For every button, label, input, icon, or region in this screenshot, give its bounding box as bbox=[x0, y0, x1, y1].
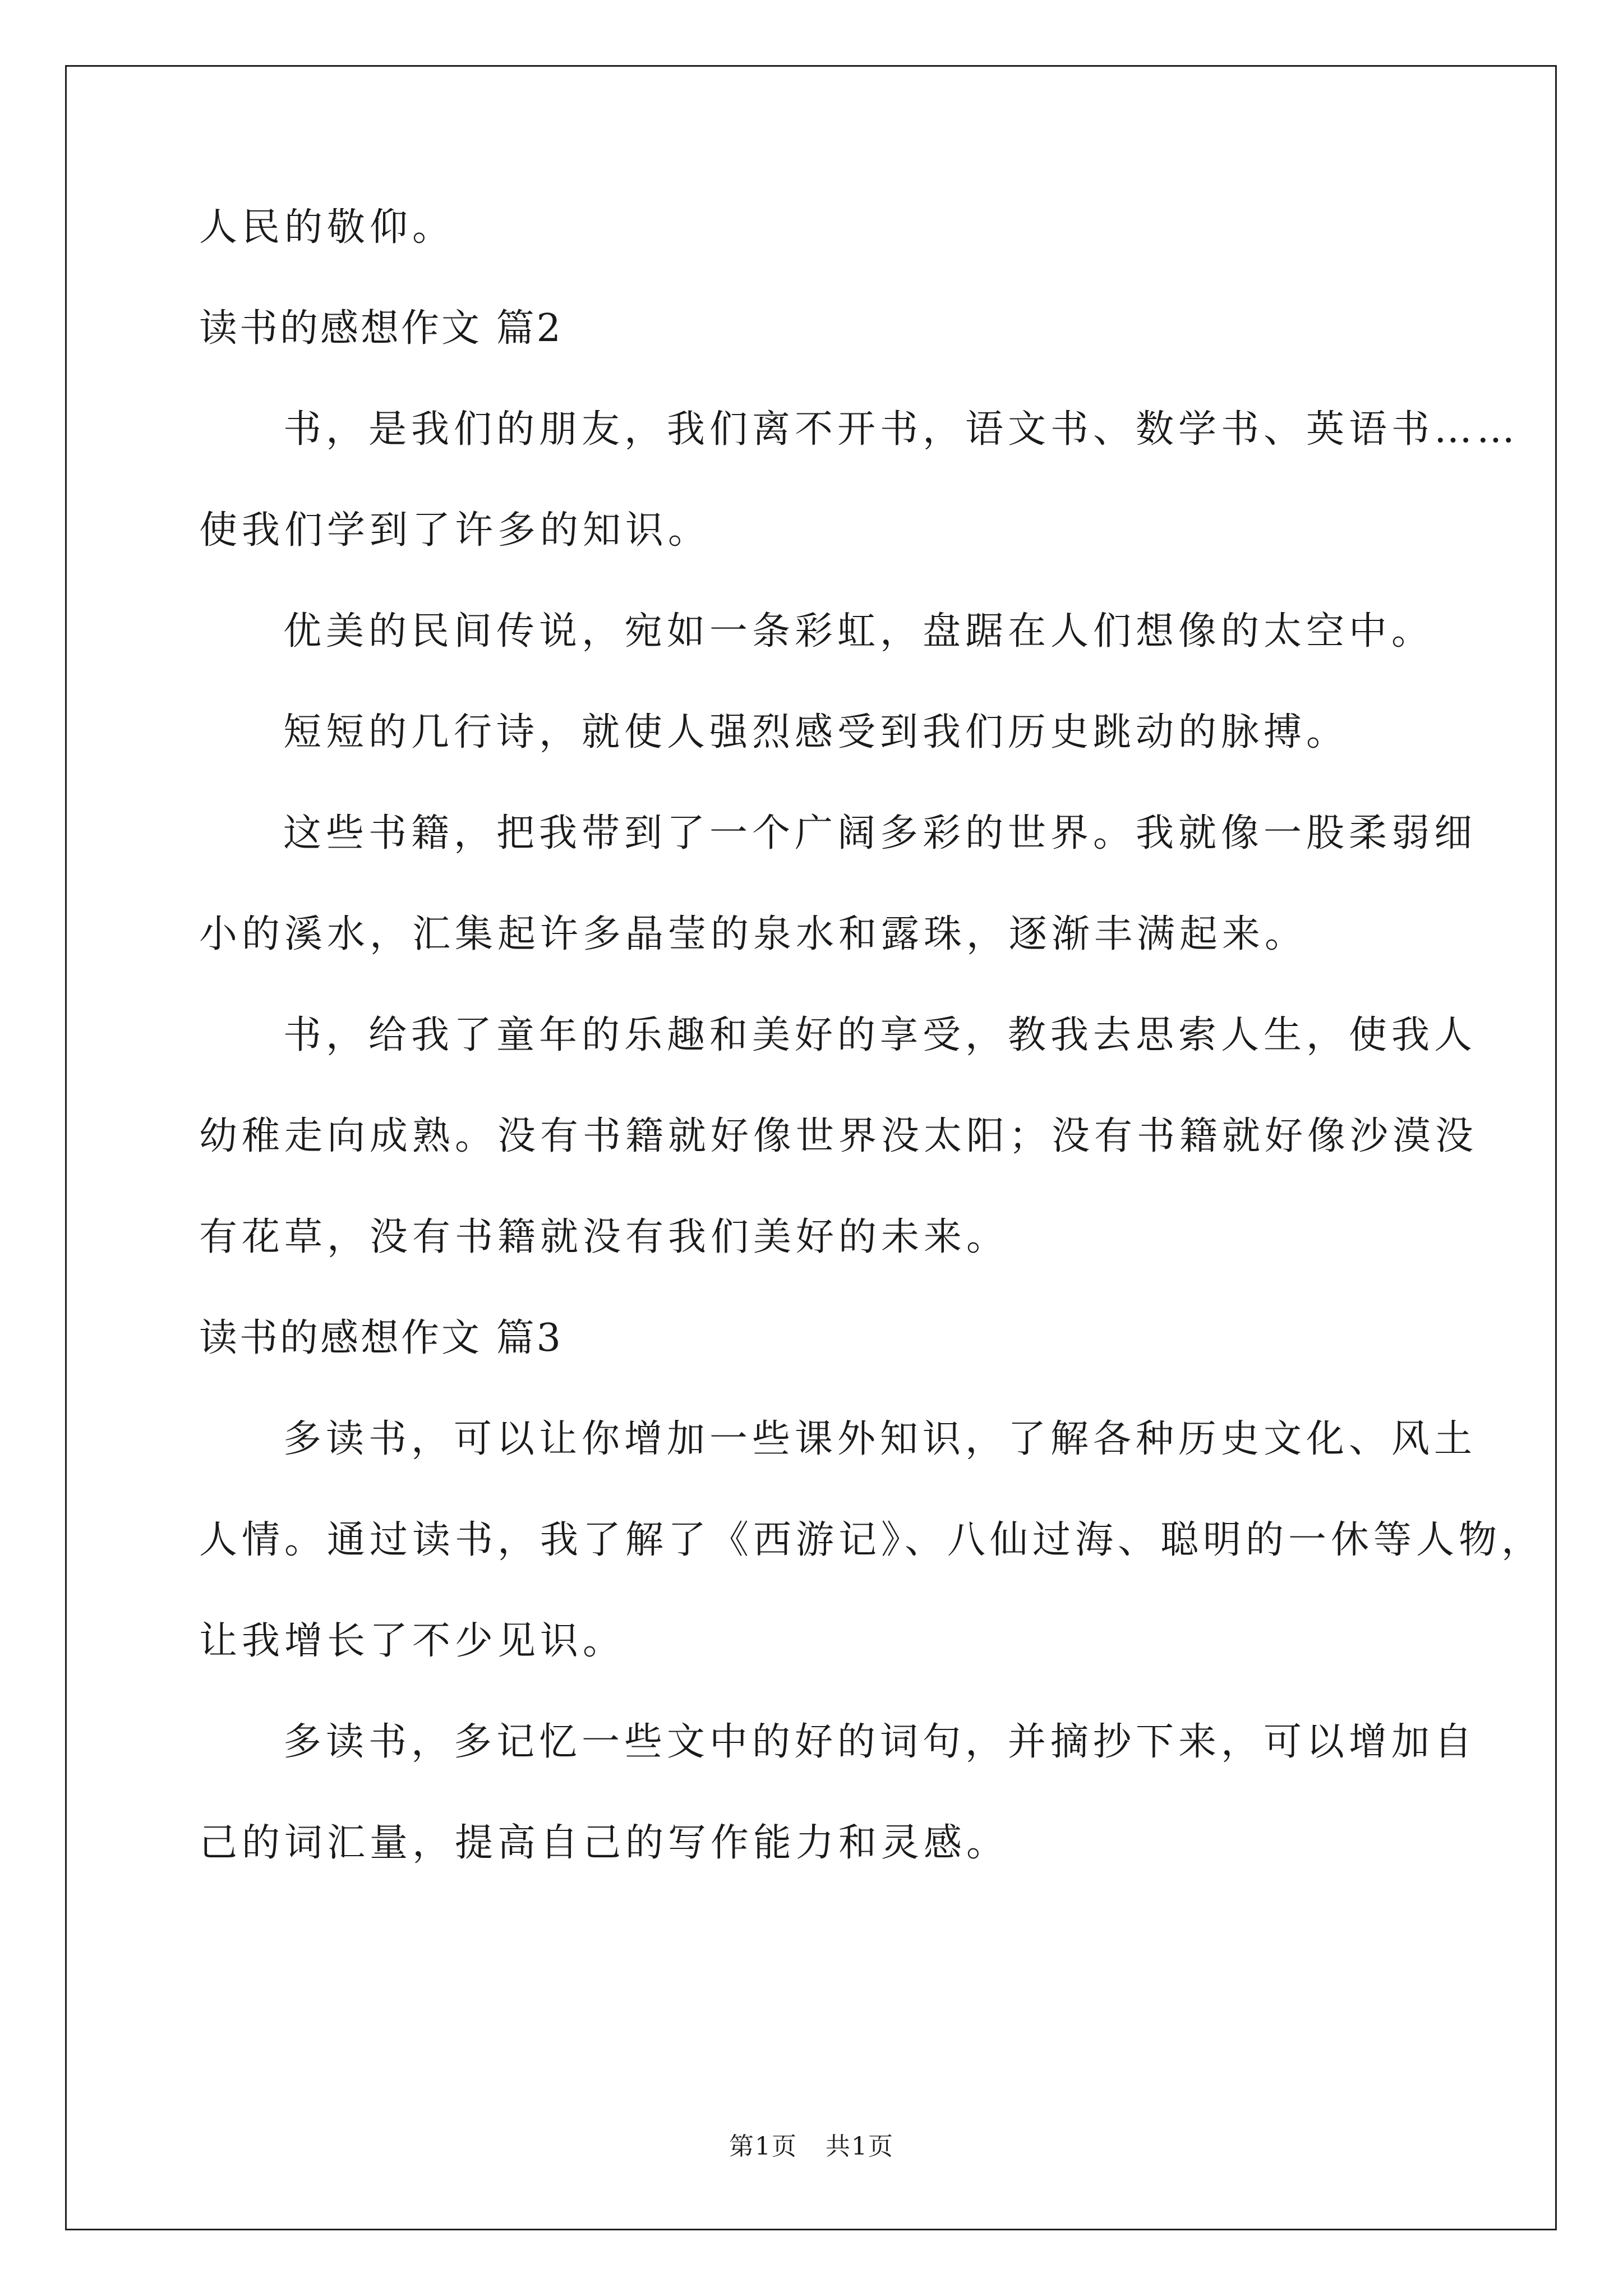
section-heading: 读书的感想作文 篇3 bbox=[199, 1316, 563, 1360]
page-footer bbox=[0, 2126, 1623, 2162]
paragraph-line: 多读书，可以让你增加一些课外知识，了解各种历史文化、风土 bbox=[283, 1417, 1477, 1461]
paragraph-line: 多读书，多记忆一些文中的好的词句，并摘抄下来，可以增加自 bbox=[283, 1720, 1477, 1764]
paragraph-line: 小的溪水，汇集起许多晶莹的泉水和露珠，逐渐丰满起来。 bbox=[199, 912, 1308, 956]
paragraph-line: 这些书籍，把我带到了一个广阔多彩的世界。我就像一股柔弱细 bbox=[283, 811, 1477, 855]
paragraph-line: 使我们学到了许多的知识。 bbox=[199, 508, 711, 553]
paragraph-line: 优美的民间传说，宛如一条彩虹，盘踞在人们想像的太空中。 bbox=[283, 609, 1435, 654]
paragraph-line: 人情。通过读书，我了解了《西游记》、八仙过海、聪明的一休等人物， bbox=[199, 1518, 1544, 1562]
paragraph-line: 书，给我了童年的乐趣和美好的享受，教我去思索人生，使我人 bbox=[283, 1013, 1477, 1057]
paragraph-line: 己的词汇量，提高自己的写作能力和灵感。 bbox=[199, 1821, 1009, 1865]
paragraph-line: 人民的敬仰。 bbox=[199, 205, 455, 250]
page-total: 共1页 bbox=[826, 2132, 894, 2161]
page-number: 第1页 bbox=[729, 2132, 797, 2161]
section-heading: 读书的感想作文 篇2 bbox=[199, 306, 563, 351]
paragraph-line: 有花草，没有书籍就没有我们美好的未来。 bbox=[199, 1215, 1009, 1259]
paragraph-line: 书，是我们的朋友，我们离不开书，语文书、数学书、英语书…… bbox=[283, 407, 1520, 452]
paragraph-line: 幼稚走向成熟。没有书籍就好像世界没太阳；没有书籍就好像沙漠没 bbox=[199, 1114, 1478, 1158]
paragraph-line: 让我增长了不少见识。 bbox=[199, 1619, 626, 1663]
paragraph-line: 短短的几行诗，就使人强烈感受到我们历史跳动的脉搏。 bbox=[283, 710, 1349, 754]
